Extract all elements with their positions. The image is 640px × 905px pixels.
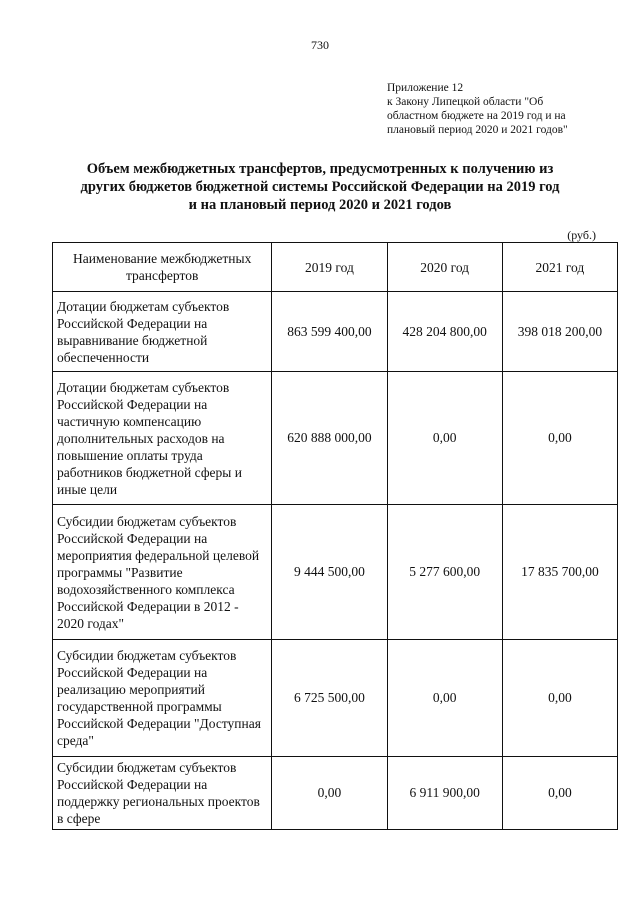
value-2019: 863 599 400,00 — [272, 292, 387, 372]
title-line: и на плановый период 2020 и 2021 годов — [188, 197, 452, 213]
table-row — [53, 372, 618, 505]
value-2020: 0,00 — [387, 640, 502, 757]
value-2021: 0,00 — [502, 757, 617, 830]
value-2019: 0,00 — [272, 757, 387, 830]
value-2020: 5 277 600,00 — [387, 505, 502, 640]
title-line: других бюджетов бюджетной системы Российской Федерации на 2019 год — [80, 179, 560, 195]
value-2020: 6 911 900,00 — [387, 757, 502, 830]
header-2019: 2019 год — [272, 243, 387, 292]
table-row — [53, 757, 618, 830]
document-title — [60, 160, 580, 214]
appendix-line: к Закону Липецкой области "Об — [387, 96, 544, 108]
currency-unit: (руб.) — [567, 228, 596, 242]
value-2019: 6 725 500,00 — [272, 640, 387, 757]
appendix-note — [387, 81, 617, 137]
table-row — [53, 640, 618, 757]
value-2021: 398 018 200,00 — [502, 292, 617, 372]
transfers-table — [52, 242, 618, 830]
value-2020: 428 204 800,00 — [387, 292, 502, 372]
table-header-row — [53, 243, 618, 292]
appendix-line: плановый период 2020 и 2021 годов" — [387, 124, 568, 136]
header-name: Наименование межбюджетных трансфертов — [53, 243, 272, 292]
transfer-name: Субсидии бюджетам субъектов Российской Федерации на мероприятия федеральной целевой программы "Развитие водохозяйственного комплекса Российской Федерации в 2012 - 2020 годах" — [53, 505, 272, 640]
header-2020: 2020 год — [387, 243, 502, 292]
header-2021: 2021 год — [502, 243, 617, 292]
value-2021: 0,00 — [502, 372, 617, 505]
appendix-line: областном бюджете на 2019 год и на — [387, 110, 566, 122]
table-row — [53, 505, 618, 640]
transfer-name: Дотации бюджетам субъектов Российской Федерации на частичную компенсацию дополнительных расходов на повышение оплаты труда работников бюджетной сферы и иные цели — [53, 372, 272, 505]
value-2019: 620 888 000,00 — [272, 372, 387, 505]
transfer-name: Дотации бюджетам субъектов Российской Федерации на выравнивание бюджетной обеспеченности — [53, 292, 272, 372]
transfer-name: Субсидии бюджетам субъектов Российской Федерации на реализацию мероприятий государственной программы Российской Федерации "Доступная среда" — [53, 640, 272, 757]
value-2021: 0,00 — [502, 640, 617, 757]
value-2020: 0,00 — [387, 372, 502, 505]
title-line: Объем межбюджетных трансфертов, предусмотренных к получению из — [86, 161, 554, 177]
page-number: 730 — [311, 38, 329, 52]
value-2021: 17 835 700,00 — [502, 505, 617, 640]
transfer-name: Субсидии бюджетам субъектов Российской Федерации на поддержку региональных проектов в сфере — [53, 757, 272, 830]
table-row — [53, 292, 618, 372]
appendix-line: Приложение 12 — [387, 82, 464, 94]
value-2019: 9 444 500,00 — [272, 505, 387, 640]
